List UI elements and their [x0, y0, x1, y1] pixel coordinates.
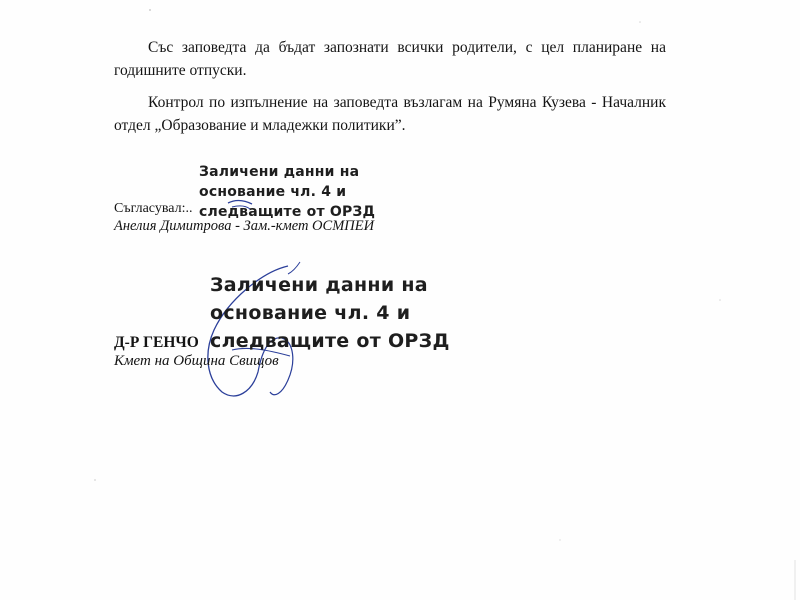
redaction-line: Заличени данни на [210, 274, 428, 296]
paragraph-control: Контрол по изпълнение на заповедта възлагам на Румяна Кузева - Началник отдел „Образование и младежки политики”. [114, 94, 666, 134]
signer-name: Д-Р ГЕНЧО [114, 334, 199, 351]
redaction-notice-large [210, 271, 450, 355]
redaction-notice-small [199, 162, 375, 222]
signer-title: Кмет на Община Свищов [114, 353, 279, 369]
paragraph-notification: Със заповедта да бъдат запознати всички родители, с цел планиране на годишните отпуски. [114, 39, 666, 79]
redaction-line: основание чл. 4 и [199, 184, 347, 200]
agreed-name: Анелия Димитрова - Зам.-кмет ОСМПЕИ [114, 218, 375, 234]
redaction-line: следващите от ОРЗД [199, 204, 376, 220]
redaction-line: основание чл. 4 и [210, 302, 411, 324]
agreed-label: Съгласувал:.. [114, 201, 193, 216]
redaction-line: Заличени данни на [199, 164, 360, 180]
redaction-line: следващите от ОРЗД [210, 330, 450, 352]
